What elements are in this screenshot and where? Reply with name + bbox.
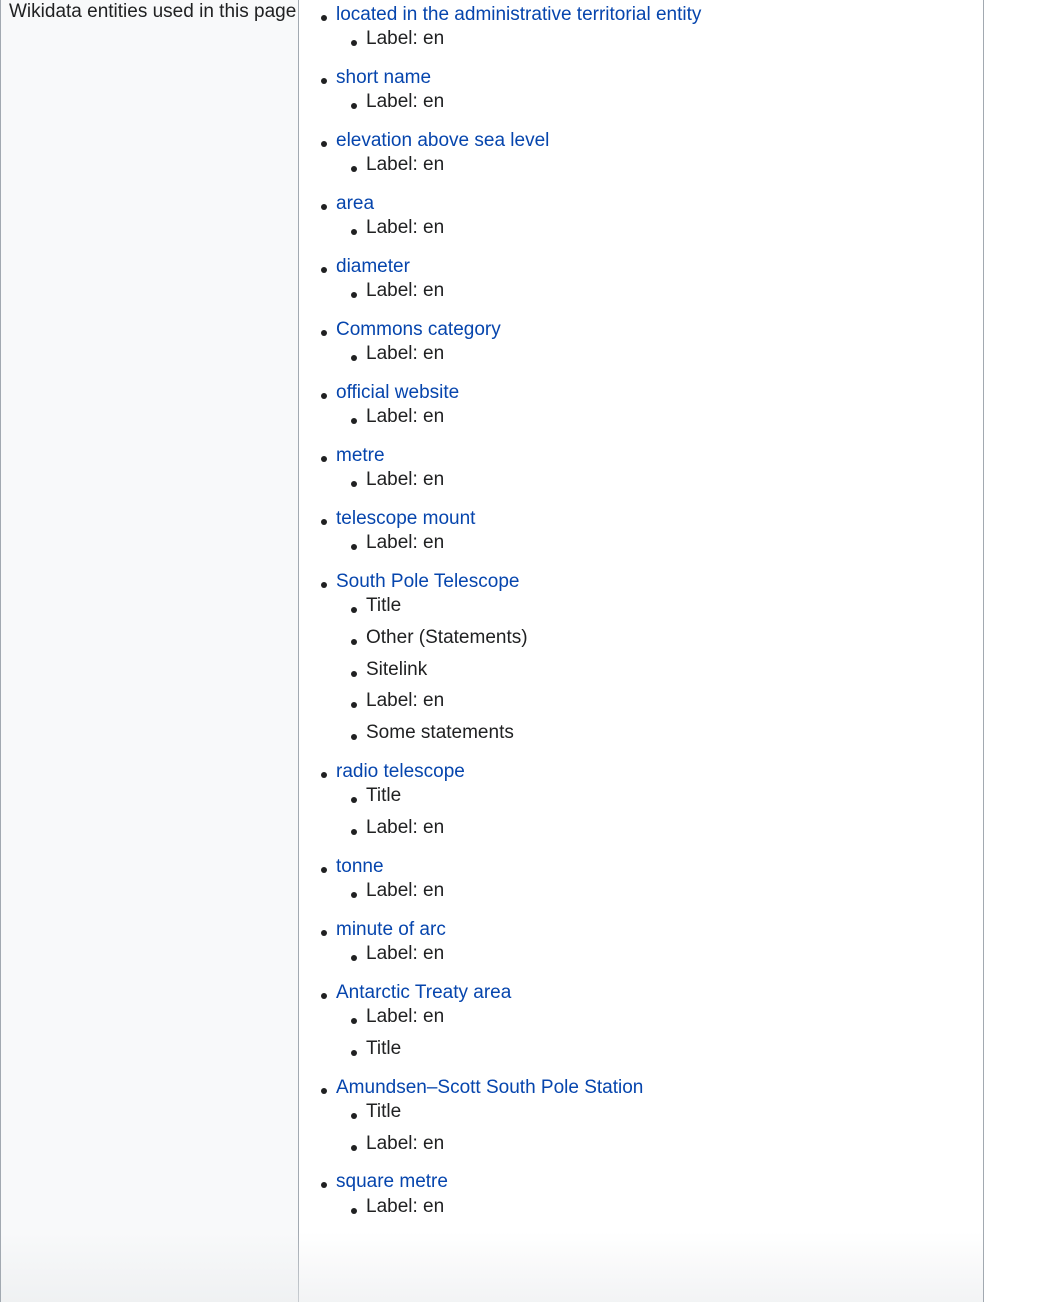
bullet-icon — [321, 330, 327, 336]
aspect-item — [299, 277, 983, 309]
aspect-label: Title — [366, 785, 402, 807]
aspect-item — [299, 214, 983, 246]
entities-cell — [299, 0, 983, 1302]
bullet-icon — [351, 1208, 357, 1214]
aspect-list — [299, 529, 983, 561]
aspect-item — [299, 1003, 983, 1035]
entity-row — [299, 846, 983, 881]
list-item — [299, 751, 983, 846]
aspect-item — [299, 466, 983, 498]
list-item — [299, 561, 983, 751]
bullet-icon — [351, 544, 357, 550]
bullet-icon — [321, 1182, 327, 1188]
aspect-list — [299, 592, 983, 751]
table-header-cell — [1, 0, 299, 1302]
aspect-item — [299, 151, 983, 183]
entity-list — [299, 0, 983, 1224]
aspect-list — [299, 25, 983, 57]
entity-row — [299, 309, 983, 344]
list-item — [299, 309, 983, 372]
aspect-list — [299, 88, 983, 120]
bullet-icon — [321, 867, 327, 873]
bullet-icon — [351, 671, 357, 677]
entity-row — [299, 498, 983, 533]
header-label: Wikidata entities used in this page — [9, 1, 297, 22]
aspect-label: Label: en — [366, 690, 445, 712]
aspect-label: Label: en — [366, 154, 445, 176]
aspect-list — [299, 1098, 983, 1162]
aspect-label: Title — [366, 1037, 402, 1059]
aspect-item — [299, 687, 983, 719]
entity-row — [299, 909, 983, 944]
bullet-icon — [351, 797, 357, 803]
bullet-icon — [321, 1088, 327, 1094]
entity-row — [299, 120, 983, 155]
bullet-icon — [351, 734, 357, 740]
aspect-list — [299, 1193, 983, 1225]
entity-row — [299, 183, 983, 218]
aspect-item — [299, 1098, 983, 1130]
bullet-icon — [351, 166, 357, 172]
aspect-label: Label: en — [366, 942, 445, 964]
entity-link[interactable]: metre — [336, 444, 385, 466]
bullet-icon — [351, 1113, 357, 1119]
aspect-label: Some statements — [366, 722, 514, 744]
list-item — [299, 1067, 983, 1162]
aspect-item — [299, 88, 983, 120]
bullet-icon — [351, 702, 357, 708]
aspect-label: Label: en — [366, 1132, 445, 1154]
aspect-label: Label: en — [366, 280, 445, 302]
entity-link[interactable]: short name — [336, 66, 432, 88]
list-item — [299, 1161, 983, 1224]
bullet-icon — [351, 1050, 357, 1056]
list-item — [299, 972, 983, 1067]
list-item — [299, 846, 983, 909]
bullet-icon — [351, 1018, 357, 1024]
entity-link[interactable]: Amundsen–Scott South Pole Station — [336, 1076, 644, 1098]
bullet-icon — [321, 772, 327, 778]
bullet-icon — [321, 141, 327, 147]
aspect-list — [299, 877, 983, 909]
bullet-icon — [351, 955, 357, 961]
aspect-list — [299, 466, 983, 498]
aspect-label: Other (Statements) — [366, 626, 528, 648]
bullet-icon — [351, 103, 357, 109]
bullet-icon — [351, 892, 357, 898]
bullet-icon — [321, 15, 327, 21]
list-item — [299, 435, 983, 498]
entity-link[interactable]: minute of arc — [336, 918, 446, 940]
list-item — [299, 57, 983, 120]
bullet-icon — [351, 639, 357, 645]
list-item — [299, 246, 983, 309]
entity-row — [299, 1067, 983, 1102]
aspect-label: Label: en — [366, 91, 445, 113]
aspect-label: Label: en — [366, 1005, 445, 1027]
bullet-icon — [321, 930, 327, 936]
aspect-item — [299, 719, 983, 751]
entity-row — [299, 1161, 983, 1196]
bullet-icon — [351, 607, 357, 613]
bullet-icon — [321, 267, 327, 273]
entity-link[interactable]: official website — [336, 381, 460, 403]
aspect-item — [299, 340, 983, 372]
bullet-icon — [351, 829, 357, 835]
entity-row — [299, 751, 983, 786]
aspect-list — [299, 940, 983, 972]
entity-link[interactable]: diameter — [336, 255, 410, 277]
aspect-item — [299, 940, 983, 972]
aspect-item — [299, 1130, 983, 1162]
aspect-label: Label: en — [366, 406, 445, 428]
aspect-item — [299, 592, 983, 624]
bullet-icon — [321, 456, 327, 462]
aspect-item — [299, 814, 983, 846]
aspect-label: Title — [366, 1100, 402, 1122]
aspect-item — [299, 529, 983, 561]
list-item — [299, 0, 983, 57]
entity-link[interactable]: area — [336, 192, 375, 214]
entity-link[interactable]: Commons category — [336, 318, 501, 340]
aspect-item — [299, 25, 983, 57]
entity-link[interactable]: elevation above sea level — [336, 129, 550, 151]
bullet-icon — [321, 519, 327, 525]
aspect-item — [299, 656, 983, 688]
aspect-item — [299, 403, 983, 435]
aspect-label: Label: en — [366, 217, 445, 239]
aspect-list — [299, 151, 983, 183]
aspect-item — [299, 624, 983, 656]
bullet-icon — [351, 418, 357, 424]
entity-link[interactable]: Antarctic Treaty area — [336, 981, 512, 1003]
aspect-list — [299, 782, 983, 846]
aspect-label: Label: en — [366, 880, 445, 901]
aspect-item — [299, 782, 983, 814]
aspect-list — [299, 1003, 983, 1067]
bullet-icon — [321, 993, 327, 999]
aspect-label: Label: en — [366, 343, 445, 365]
list-item — [299, 498, 983, 561]
aspect-label: Label: en — [366, 817, 445, 839]
aspect-label: Sitelink — [366, 658, 428, 680]
list-item — [299, 120, 983, 183]
aspect-list — [299, 214, 983, 246]
entity-link[interactable]: radio telescope — [336, 761, 465, 783]
aspect-item — [299, 1193, 983, 1225]
aspect-item — [299, 877, 983, 909]
aspect-label: Title — [366, 595, 402, 617]
bullet-icon — [321, 204, 327, 210]
bullet-icon — [351, 1145, 357, 1151]
aspect-item — [299, 1035, 983, 1067]
entity-row — [299, 246, 983, 281]
entity-link[interactable]: square metre — [336, 1171, 448, 1193]
aspect-label: Label: en — [366, 469, 445, 491]
entity-link[interactable]: located in the administrative territorial entity — [336, 4, 702, 25]
bullet-icon — [351, 481, 357, 487]
aspect-label: Label: en — [366, 532, 445, 554]
aspect-list — [299, 340, 983, 372]
entity-row — [299, 561, 983, 596]
entity-row — [299, 372, 983, 407]
aspect-label: Label: en — [366, 28, 445, 50]
bullet-icon — [351, 229, 357, 235]
list-item — [299, 183, 983, 246]
entity-row — [299, 435, 983, 470]
entity-link[interactable]: tonne — [336, 855, 384, 877]
bullet-icon — [321, 582, 327, 588]
entity-link[interactable]: telescope mount — [336, 507, 476, 529]
aspect-list — [299, 277, 983, 309]
list-item — [299, 909, 983, 972]
entity-link[interactable]: South Pole Telescope — [336, 570, 520, 592]
bullet-icon — [351, 355, 357, 361]
bullet-icon — [321, 78, 327, 84]
aspect-label: Label: en — [366, 1195, 445, 1217]
bullet-icon — [351, 292, 357, 298]
bullet-icon — [321, 393, 327, 399]
aspect-list — [299, 403, 983, 435]
entity-row — [299, 57, 983, 92]
entity-row — [299, 972, 983, 1007]
list-item — [299, 372, 983, 435]
bullet-icon — [351, 40, 357, 46]
